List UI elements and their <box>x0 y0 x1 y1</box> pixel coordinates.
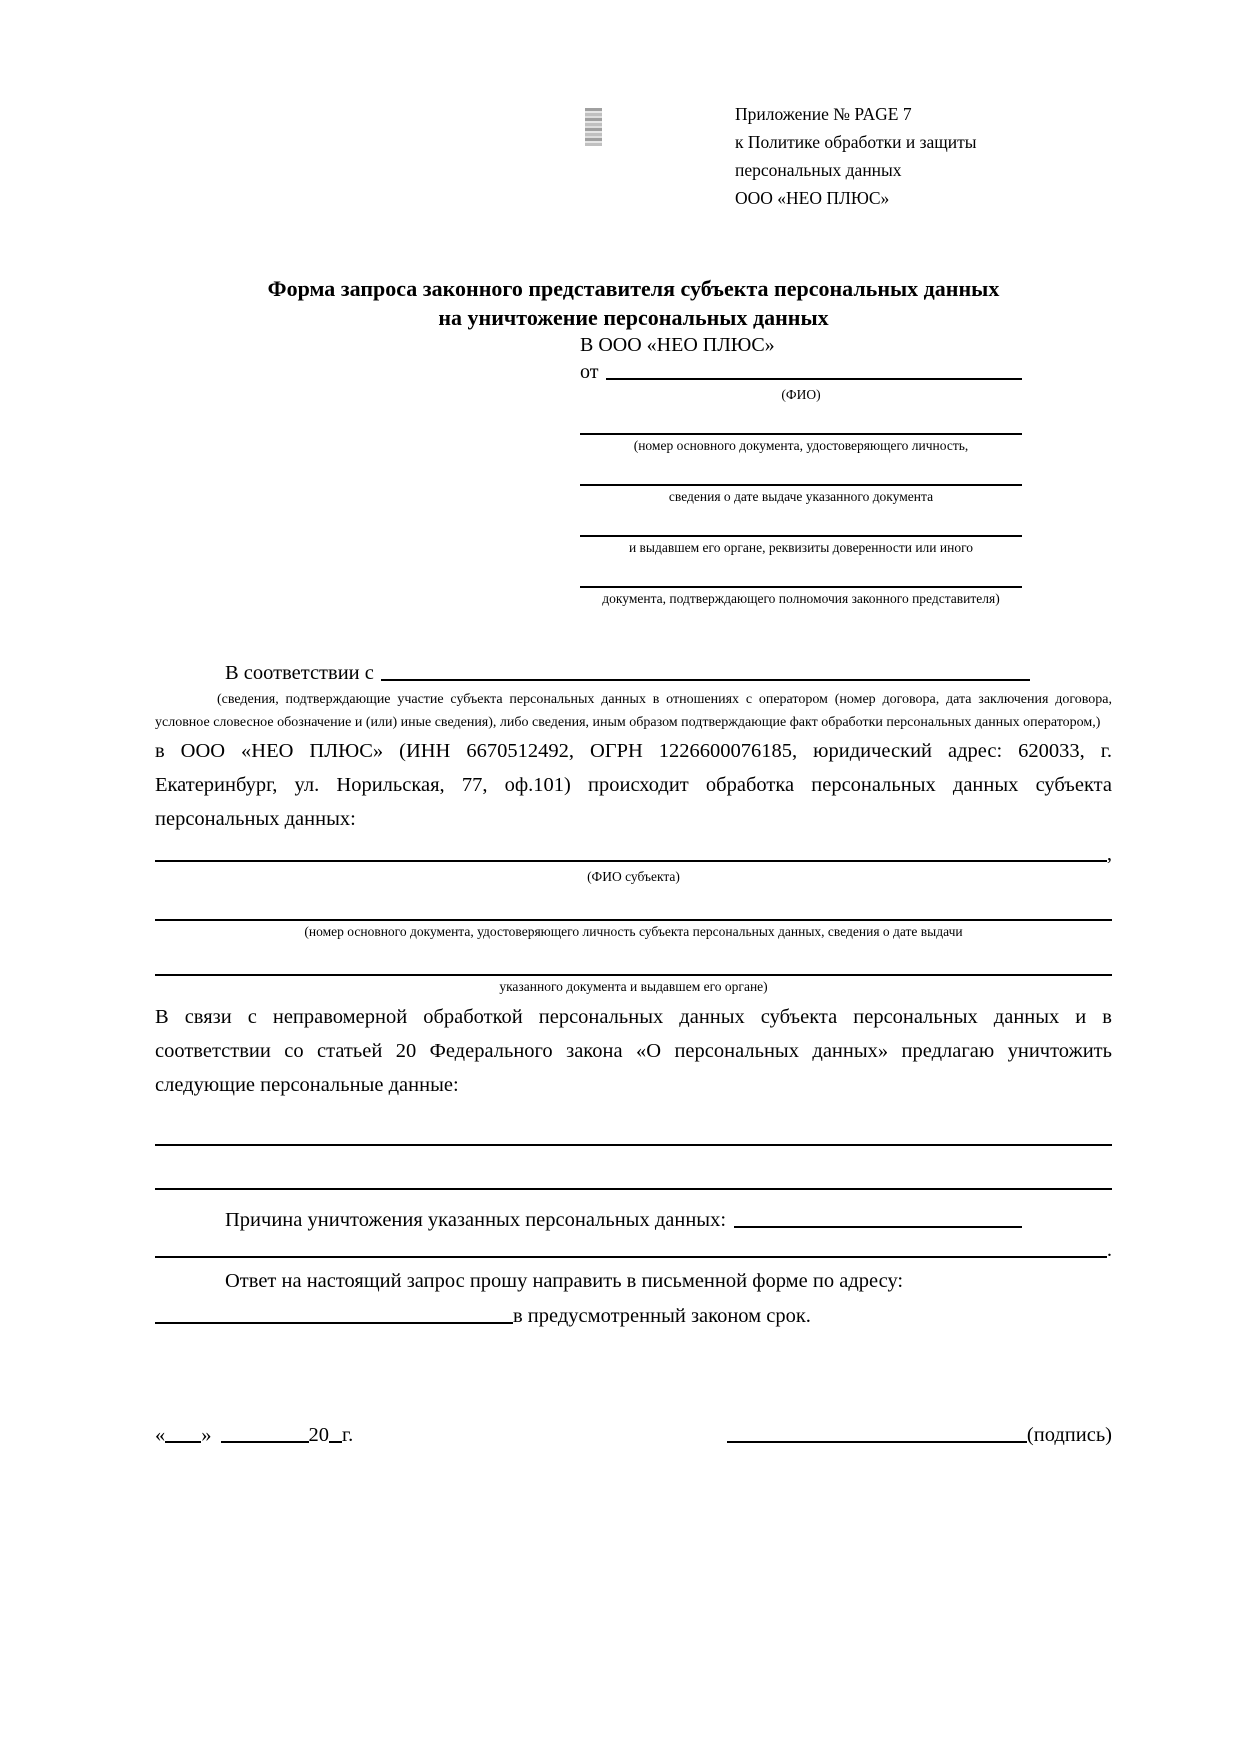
signature-caption: (подпись) <box>1026 1424 1112 1446</box>
answer-sentence: Ответ на настоящий запрос прошу направить в письменной форме по адресу: <box>225 1270 904 1292</box>
reason-continuation-blank-line <box>155 1256 1107 1258</box>
date-open-quote: « <box>155 1424 166 1446</box>
document-title <box>155 274 1112 332</box>
accordance-note: (сведения, подтверждающие участие субъекта персональных данных в отношениях с оператором (номер договора, дата заключения договора, условное словесное обозначение и (или) иные сведения), либо сведения, иным образом подтверждающие факт обработки персональных данных оператором,) <box>155 692 1112 730</box>
date-close-quote: » <box>201 1424 212 1446</box>
reason-row <box>155 1190 1022 1232</box>
subject-fio-blank-line <box>155 860 1107 862</box>
rep-doc-issuer-caption: и выдавшем его органе, реквизиты доверенности или иного <box>628 540 974 555</box>
unlawful-processing-paragraph: В связи с неправомерной обработкой персональных данных субъекта персональных данных и в соответствии со статьей 20 Федерального закона «О персональных данных» предлагаю уничтожить следующие персональные данные: <box>155 1006 1112 1096</box>
document-body <box>155 651 1112 1447</box>
operator-paragraph: в ООО «НЕО ПЛЮС» (ИНН 6670512492, ОГРН 1226600076185, юридический адрес: 620033, г. Екатеринбург, ул. Норильская, 77, оф.101) происходит обработка персональных данных субъекта персональных данных: <box>155 740 1112 830</box>
addressee-to-line: В ООО «НЕО ПЛЮС» <box>580 334 775 356</box>
rep-doc-number-caption: (номер основного документа, удостоверяющего личность, <box>633 438 969 453</box>
subject-fio-trailing-comma: , <box>1106 843 1112 865</box>
date-year-suffix: г. <box>342 1424 354 1446</box>
subject-doc-blank-line-1 <box>155 885 1112 921</box>
answer-address-blank-line <box>155 1322 513 1324</box>
subject-doc-blank-line-2 <box>155 940 1112 976</box>
appendix-policy-line-2: персональных данных <box>735 160 902 180</box>
from-label: от <box>580 361 599 383</box>
reason-blank-line <box>734 1226 1022 1228</box>
document-title-line-1: Форма запроса законного представителя субъекта персональных данных <box>267 276 1000 301</box>
rep-authority-blank-line <box>580 556 1022 588</box>
date-year-prefix: 20 <box>308 1424 329 1446</box>
subject-fio-line-row <box>155 836 1112 866</box>
rep-doc-issuer-blank-line <box>580 505 1022 537</box>
document-title-line-2: на уничтожение персональных данных <box>438 305 829 330</box>
appendix-number-line: Приложение № PAGE 7 <box>735 104 912 124</box>
reason-trailing-period: . <box>1106 1239 1112 1261</box>
data-to-destroy-blank-line-1 <box>155 1102 1112 1146</box>
subject-doc-caption-1: (номер основного документа, удостоверяющего личность субъекта персональных данных, сведения о дате выдачи <box>304 924 963 939</box>
fio-blank-line <box>606 378 1022 380</box>
rep-doc-number-blank-line <box>580 403 1022 435</box>
accordance-label: В соответствии с <box>225 662 374 684</box>
answer-suffix: в предусмотренный законом срок. <box>513 1305 811 1327</box>
rep-doc-date-blank-line <box>580 454 1022 486</box>
addressee-block <box>580 334 1022 607</box>
rep-authority-caption: документа, подтверждающего полномочия законного представителя) <box>602 591 1000 606</box>
appendix-policy-line-1: к Политике обработки и защиты <box>735 132 977 152</box>
signature-blank-line <box>727 1441 1027 1443</box>
field-code-artifact-icon <box>585 108 602 146</box>
reason-continuation-row <box>155 1232 1112 1262</box>
accordance-blank-line <box>381 679 1030 681</box>
from-row <box>580 361 1022 384</box>
fio-caption: (ФИО) <box>781 387 821 402</box>
data-to-destroy-blank-line-2 <box>155 1146 1112 1190</box>
date-day-blank <box>165 1441 201 1443</box>
date-year-blank <box>329 1441 342 1443</box>
appendix-company-name: ООО «НЕО ПЛЮС» <box>735 188 890 208</box>
rep-doc-date-caption: сведения о дате выдаче указанного документа <box>668 489 934 504</box>
signature-group <box>727 1424 1112 1447</box>
answer-address-row <box>155 1298 1112 1328</box>
reason-label: Причина уничтожения указанных персональных данных: <box>225 1209 727 1231</box>
subject-doc-caption-2: указанного документа и выдавшем его органе) <box>499 979 768 994</box>
subject-fio-caption: (ФИО субъекта) <box>587 869 680 884</box>
date-signature-row <box>155 1424 1112 1447</box>
date-month-blank <box>221 1441 309 1443</box>
date-group <box>155 1424 353 1447</box>
accordance-row <box>155 651 1030 685</box>
appendix-header <box>735 100 1112 212</box>
